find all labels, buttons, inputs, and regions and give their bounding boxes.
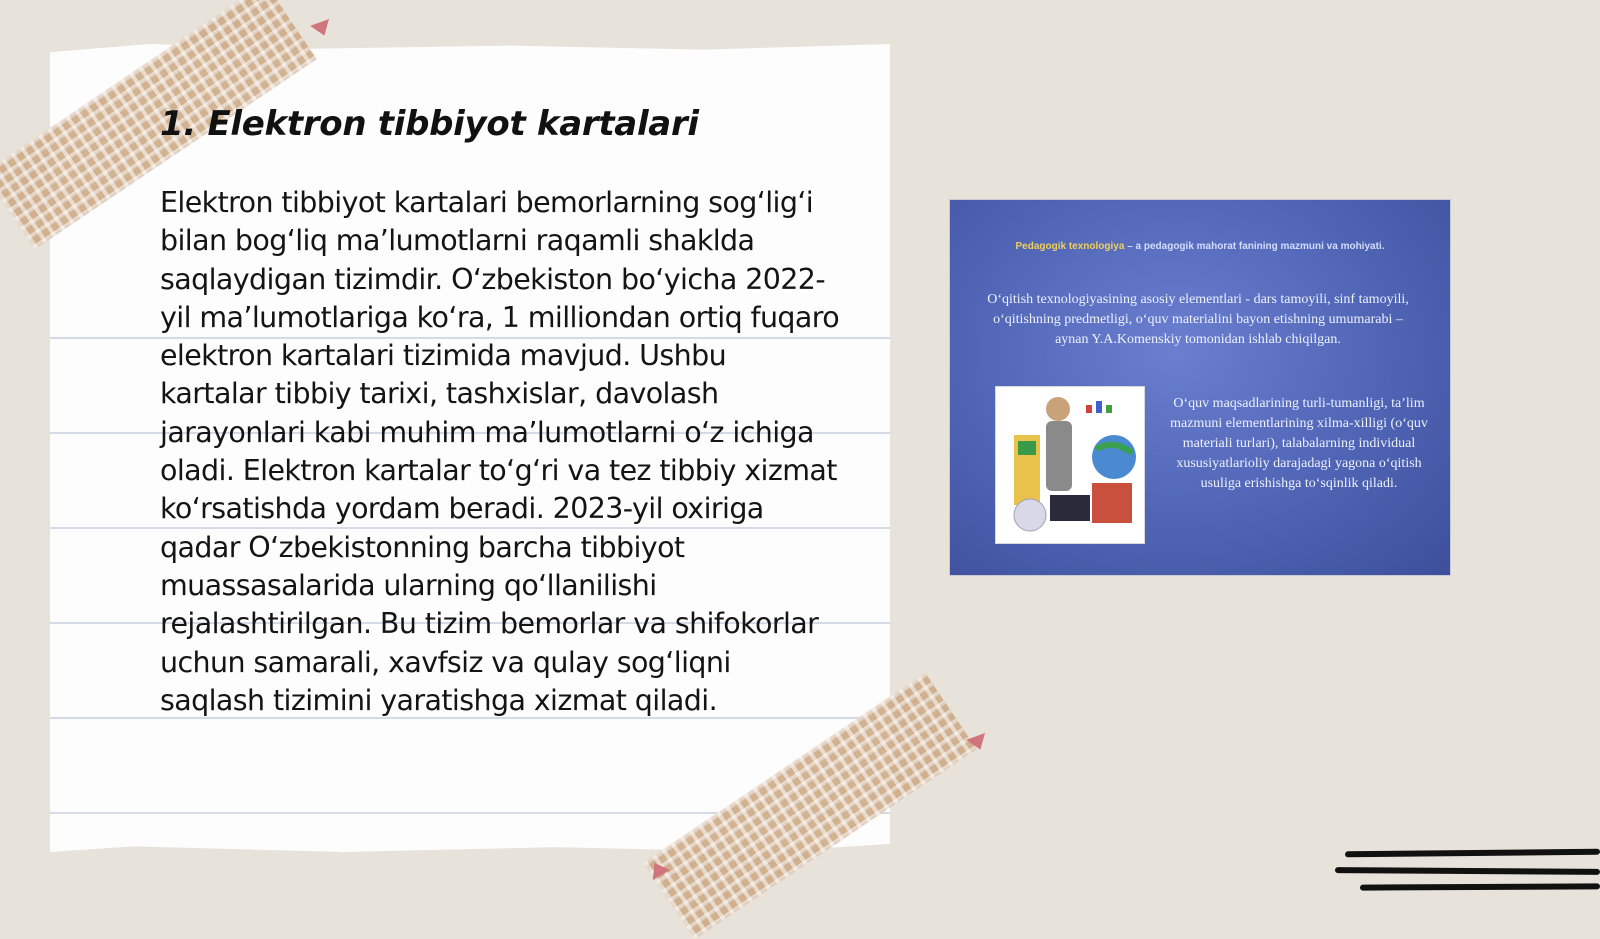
embedded-slide-image — [950, 200, 1450, 575]
teacher-illustration — [995, 386, 1145, 544]
tape-tip-bottom-right — [966, 733, 990, 753]
brush-stroke — [1335, 867, 1600, 875]
teacher-illustration-icon — [996, 387, 1144, 543]
page-title: 1. Elektron tibbiyot kartalari — [160, 104, 699, 144]
tape-tip-top — [310, 19, 334, 39]
brush-stroke — [1360, 883, 1600, 890]
body-paragraph: Elektron tibbiyot kartalari bemorlarning sog‘lig‘i bilan bog‘liq ma’lumotlarni raqamli shaklda saqlaydigan tizimdir. O‘zbekiston bo‘yicha 2022-yil ma’lumotlariga ko‘ra, 1 milliondan ortiq fuqaro elektron kartalari tizimida mavjud. Ushbu kartalar tibbiy tarixi, tashxislar, davolash jarayonlari kabi muhim ma’lumotlarni o‘z ichiga oladi. Elektron kartalar to‘g‘ri va tez tibbiy xizmat ko‘rsatishda yordam beradi. 2023-yil oxiriga qadar O‘zbekistonning barcha tibbiyot muassasalarida ularning qo‘llanilishi rejalashtirilgan. Bu tizim bemorlar va shifokorlar uchun samarali, xavfsiz va qulay sog‘liqni saqlash tizimini yaratishga xizmat qiladi. — [160, 186, 840, 717]
slide-title-highlight: Pedagogik texnologiya — [1015, 241, 1125, 252]
slide-title — [970, 241, 1430, 252]
slide-paragraph-2: O‘quv maqsadlarining turli-tumanligi, ta’lim mazmuni elementlarining xilma-xilligi (o‘quv materiali turlari), talabalarning individual xususiyatlarioliy darajadagi yagona o‘qitish usuliga erishishga to‘sqinlik qiladi. — [1170, 396, 1428, 491]
brush-stroke — [1345, 849, 1600, 858]
slide-paragraph-1: O‘qitish texnologiyasining asosiy elementlari - dars tamoyili, sinf tamoyili, o‘qitishning predmetligi, o‘quv materialini bayon etishning umumarabi – aynan Y.A.Komenskiy tomonidan ishlab chiqilgan. — [987, 292, 1409, 347]
slide-title-rest: – a pedagogik mahorat fanining mazmuni va mohiyati. — [1124, 241, 1385, 252]
